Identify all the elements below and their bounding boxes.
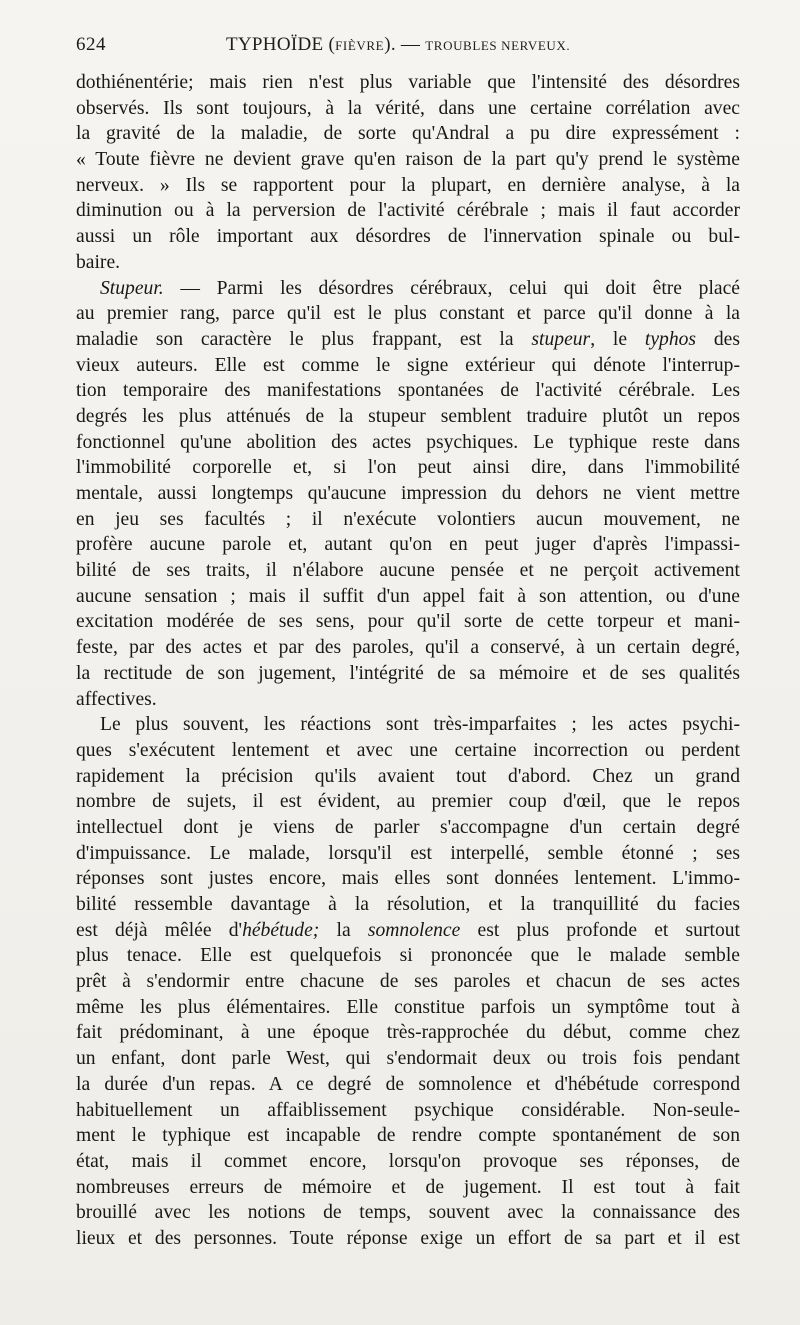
text-line <box>76 353 740 379</box>
text-segment: des <box>696 328 740 350</box>
text-segment: réponses sont justes encore, mais elles sont données lentement. L'immo- <box>76 868 740 890</box>
text-segment: observés. Ils sont toujours, à la vérité, dans une certaine corrélation avec <box>76 97 740 119</box>
text-line <box>76 121 740 147</box>
italic-text: stupeur <box>531 328 591 350</box>
running-head-title <box>226 34 570 56</box>
text-line <box>76 584 740 610</box>
text-line <box>76 1046 740 1072</box>
text-segment: baire. <box>76 251 121 273</box>
text-line <box>76 1123 740 1149</box>
text-line <box>76 635 740 661</box>
italic-text: Stupeur. <box>100 277 164 299</box>
text-segment: prêt à s'endormir entre chacune de ses paroles et chacun de ses actes <box>76 971 740 993</box>
text-segment: excitation modérée de ses sens, pour qu'il sorte de cette torpeur et mani- <box>76 611 740 633</box>
text-segment: — Parmi les désordres cérébraux, celui qui doit être placé <box>163 277 740 299</box>
text-segment: la gravité de la maladie, de sorte qu'Andral a pu dire expressément : <box>76 123 740 145</box>
text-line <box>76 507 740 533</box>
text-segment: brouillé avec les notions de temps, souvent avec la connaissance des <box>76 1202 740 1224</box>
text-segment: profère aucune parole et, autant qu'on en peut juger d'après l'impassi- <box>76 534 740 556</box>
text-line <box>76 1020 740 1046</box>
text-segment: fait prédominant, à une époque très-rapprochée du début, comme chez <box>76 1022 740 1044</box>
text-segment: tion temporaire des manifestations spontanées de l'activité cérébrale. Les <box>76 380 740 402</box>
text-line <box>76 301 740 327</box>
text-line <box>76 198 740 224</box>
text-segment: habituellement un affaiblissement psychique considérable. Non-seule- <box>76 1099 740 1121</box>
text-segment: un enfant, dont parle West, qui s'endormait deux ou trois fois pendant <box>76 1048 740 1070</box>
text-line <box>76 532 740 558</box>
running-head-paren-close: ). — <box>384 34 426 55</box>
text-line <box>76 455 740 481</box>
text-line <box>76 1149 740 1175</box>
text-segment: rapidement la précision qu'ils avaient tout d'abord. Chez un grand <box>76 765 740 787</box>
text-segment: nombreuses erreurs de mémoire et de jugement. Il est tout à fait <box>76 1176 740 1198</box>
text-line <box>76 173 740 199</box>
text-segment: nerveux. » Ils se rapportent pour la plupart, en dernière analyse, à la <box>76 174 740 196</box>
text-segment: feste, par des actes et par des paroles, qu'il a conservé, à un certain degré, <box>76 637 740 659</box>
italic-text: hébétude; <box>242 919 320 941</box>
text-segment: ment le typhique est incapable de rendre compte spontanément de son <box>76 1125 740 1147</box>
text-line <box>76 96 740 122</box>
text-segment: nombre de sujets, il est évident, au premier coup d'œil, que le repos <box>76 791 740 813</box>
text-line <box>76 764 740 790</box>
text-line <box>76 1098 740 1124</box>
text-segment: en jeu ses facultés ; il n'exécute volontiers aucun mouvement, ne <box>76 508 740 530</box>
text-segment: fonctionnel qu'une abolition des actes psychiques. Le typhique reste dans <box>76 431 740 453</box>
text-line <box>76 70 740 96</box>
text-segment: lieux et des personnes. Toute réponse exige un effort de sa part et il est <box>76 1227 740 1249</box>
text-line <box>76 943 740 969</box>
text-segment: intellectuel dont je viens de parler s'accompagne d'un certain degré <box>76 816 740 838</box>
text-line <box>76 327 740 353</box>
text-line <box>76 1226 740 1252</box>
text-line <box>76 558 740 584</box>
text-segment: mentale, aussi longtemps qu'aucune impression du dehors ne vient mettre <box>76 483 740 504</box>
text-segment: ques s'exécutent lentement et avec une certaine incorrection ou perdent <box>76 739 740 761</box>
text-line <box>76 918 740 944</box>
text-line <box>76 404 740 430</box>
text-segment: même les plus élémentaires. Elle constitue parfois un symptôme tout à <box>76 996 740 1018</box>
text-segment: état, mais il commet encore, lorsqu'on provoque ses réponses, de <box>76 1150 740 1172</box>
text-line <box>76 276 740 302</box>
text-segment: l'immobilité corporelle et, si l'on peut ainsi dire, dans l'immobilité <box>76 457 740 479</box>
text-segment: la durée d'un repas. A ce degré de somnolence et d'hébétude correspond <box>76 1073 740 1095</box>
text-segment: la rectitude de son jugement, l'intégrité de sa mémoire et de ses qualités <box>76 662 740 684</box>
text-segment: est déjà mêlée d' <box>76 919 243 941</box>
text-line <box>76 892 740 918</box>
text-line <box>76 687 740 713</box>
text-line <box>76 738 740 764</box>
italic-text: typhos <box>644 328 697 350</box>
text-line <box>76 969 740 995</box>
text-line <box>76 1175 740 1201</box>
text-line <box>76 995 740 1021</box>
text-line <box>76 147 740 173</box>
text-line <box>76 1200 740 1226</box>
running-head-small-caps-2: TROUBLES NERVEUX. <box>425 38 571 53</box>
text-line <box>76 841 740 867</box>
text-segment: bilité de ses traits, il n'élabore aucune pensée et ne perçoit activement <box>76 560 740 582</box>
running-head-main: TYPHOÏDE <box>226 34 324 55</box>
text-segment: est plus profonde et surtout <box>460 919 740 941</box>
text-line <box>76 481 740 507</box>
text-segment: aussi un rôle important aux désordres de l'innervation spinale ou bul- <box>76 226 740 248</box>
text-line <box>76 815 740 841</box>
text-segment: vieux auteurs. Elle est comme le signe extérieur qui dénote l'interrup- <box>76 354 740 376</box>
text-segment: la <box>319 919 368 941</box>
text-segment: diminution ou à la perversion de l'activité cérébrale ; mais il faut accorder <box>76 200 740 222</box>
text-line <box>76 661 740 687</box>
text-segment: au premier rang, parce qu'il est le plus constant et parce qu'il donne à la <box>76 303 740 325</box>
text-segment: aucune sensation ; mais il suffit d'un appel fait à son attention, ou d'une <box>76 585 740 607</box>
text-segment: degrés les plus atténués de la stupeur semblent traduire plutôt un repos <box>76 405 740 427</box>
text-segment: « Toute fièvre ne devient grave qu'en raison de la part qu'y prend le système <box>76 149 740 171</box>
text-line <box>76 1072 740 1098</box>
text-line <box>76 866 740 892</box>
text-segment: affectives. <box>76 688 157 710</box>
text-segment: dothiénentérie; mais rien n'est plus variable que l'intensité des désordres <box>76 72 740 93</box>
body-text <box>76 70 740 1252</box>
text-line <box>76 430 740 456</box>
running-head-small-caps-1: FIÈVRE <box>335 38 385 53</box>
running-header <box>76 34 740 58</box>
text-segment: , le <box>590 328 645 350</box>
text-line <box>76 789 740 815</box>
running-head-paren-open: ( <box>323 34 336 55</box>
text-segment: Le plus souvent, les réactions sont très-imparfaites ; les actes psychi- <box>100 714 740 736</box>
text-line <box>76 609 740 635</box>
text-line <box>76 224 740 250</box>
italic-text: somnolence <box>367 919 461 941</box>
text-segment: d'impuissance. Le malade, lorsqu'il est interpellé, semble étonné ; ses <box>76 842 740 864</box>
text-segment: maladie son caractère le plus frappant, est la <box>76 328 532 350</box>
text-line <box>76 378 740 404</box>
text-line <box>76 250 740 276</box>
page-number: 624 <box>76 34 106 55</box>
text-segment: plus tenace. Elle est quelquefois si prononcée que le malade semble <box>76 945 740 967</box>
text-line <box>76 712 740 738</box>
text-segment: bilité ressemble davantage à la résolution, et la tranquillité du facies <box>76 894 740 915</box>
